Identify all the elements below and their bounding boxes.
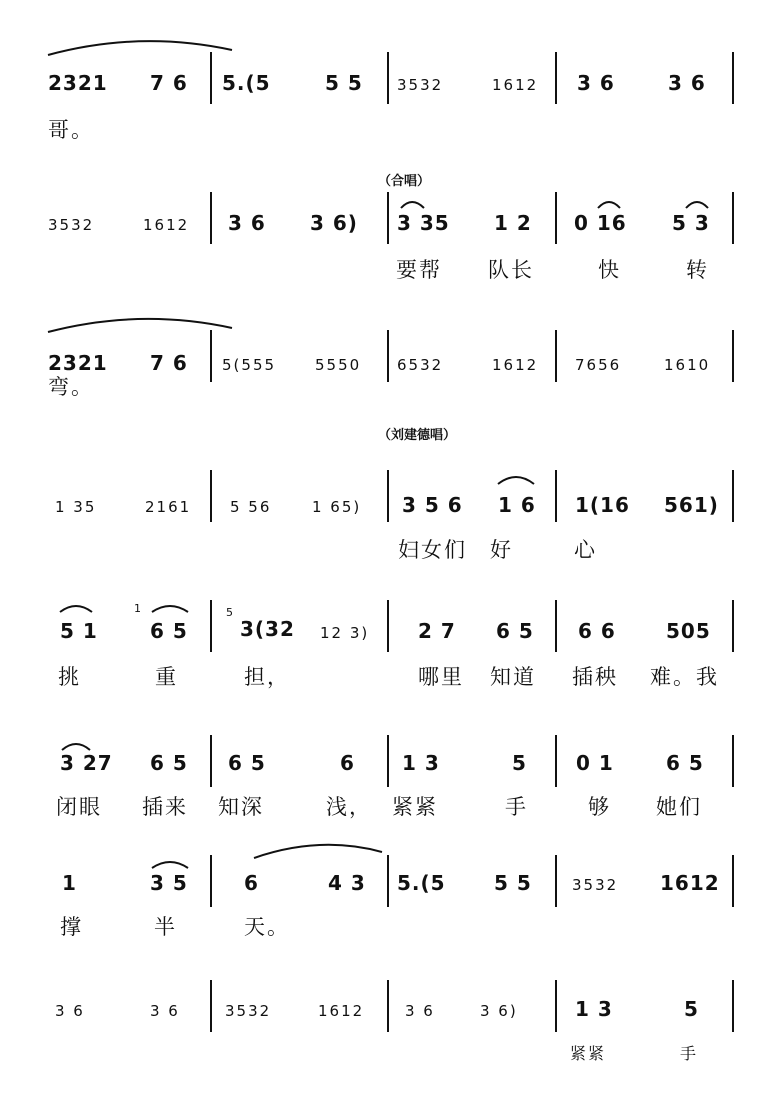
note-group: 6 5 [150, 619, 188, 643]
bar-line [210, 980, 212, 1032]
note-group: 3 27 [60, 751, 113, 775]
lyric: 知深 [218, 795, 264, 819]
note-group: 5.(5 [397, 871, 446, 895]
note-group: 3532 [397, 76, 444, 94]
note-group: 2161 [145, 498, 192, 516]
note-group: 5 [684, 997, 699, 1021]
bar-line [210, 470, 212, 522]
note-group: 1 3 [402, 751, 440, 775]
bar-line [210, 735, 212, 787]
lyric: 手 [680, 1044, 699, 1063]
lyric: 知道 [490, 665, 536, 689]
note-group: 1612 [492, 76, 539, 94]
lyric: 撑 [60, 915, 83, 939]
note-group: 0 1 [576, 751, 614, 775]
bar-line [210, 52, 212, 104]
lyric: 她们 [656, 795, 702, 819]
lyric: 要帮 [396, 258, 442, 282]
note-group: 5 1 [60, 619, 98, 643]
note-group: 7656 [575, 356, 622, 374]
lyric: 队长 [488, 258, 534, 282]
bar-line [732, 980, 734, 1032]
note-group: 4 3 [328, 871, 366, 895]
bar-line [555, 192, 557, 244]
lyric: 手 [505, 795, 528, 819]
note-group: 3 6 [55, 1002, 85, 1020]
bar-line [732, 192, 734, 244]
lyric: 妇女们 [398, 538, 467, 562]
note-group: 2 7 [418, 619, 456, 643]
bar-line [387, 192, 389, 244]
bar-line [732, 470, 734, 522]
bar-line [387, 330, 389, 382]
note-group: 5 3 [672, 211, 710, 235]
bar-line [210, 855, 212, 907]
note-group: 3 5 6 [402, 493, 463, 517]
bar-line [210, 192, 212, 244]
note-group: 2321 [48, 71, 108, 95]
bar-line [732, 52, 734, 104]
bar-line [387, 470, 389, 522]
note-group: 3 6 [577, 71, 615, 95]
note-group: 3 6) [310, 211, 358, 235]
note-group: 1612 [318, 1002, 365, 1020]
note-group: 3 6 [668, 71, 706, 95]
note-group: 3532 [48, 216, 95, 234]
note-group: 3(32 [240, 617, 295, 641]
lyric: 弯。 [48, 375, 94, 399]
note-group: 505 [666, 619, 711, 643]
lyric: 闭眼 [56, 795, 102, 819]
lyric: 转 [686, 258, 709, 282]
bar-line [210, 600, 212, 652]
note-group: 3 35 [397, 211, 450, 235]
note-group: 3532 [572, 876, 619, 894]
bar-line [387, 600, 389, 652]
lyric: 担， [244, 665, 290, 689]
bar-line [732, 600, 734, 652]
bar-line [732, 855, 734, 907]
lyric: 插秧 [572, 665, 618, 689]
lyric: 浅， [326, 795, 372, 819]
note-group: 1612 [143, 216, 190, 234]
lyric: 好 [490, 538, 513, 562]
note-group: 5550 [315, 356, 362, 374]
note-group: 1(16 [575, 493, 630, 517]
bar-line [555, 470, 557, 522]
bar-line [210, 330, 212, 382]
bar-line [555, 980, 557, 1032]
lyric: 重 [155, 665, 178, 689]
note-group: 1612 [492, 356, 539, 374]
note-group: 3 6 [150, 1002, 180, 1020]
note-group: 3 5 [150, 871, 188, 895]
note-group: 5(555 [222, 356, 277, 374]
note-group: 1612 [660, 871, 720, 895]
bar-line [555, 52, 557, 104]
note-group: 6 [244, 871, 259, 895]
grace-note: 5 [226, 606, 235, 619]
note-group: 12 3) [320, 624, 370, 642]
bar-line [387, 980, 389, 1032]
note-group: 561) [664, 493, 719, 517]
bar-line [555, 735, 557, 787]
note-group: 6 6 [578, 619, 616, 643]
note-group: 6532 [397, 356, 444, 374]
note-group: 3 6 [405, 1002, 435, 1020]
note-group: 3 6) [480, 1002, 518, 1020]
lyric: 插来 [142, 795, 188, 819]
note-group: 1 3 [575, 997, 613, 1021]
lyric: 快 [598, 258, 621, 282]
performer-annotation: （合唱） [378, 174, 431, 189]
note-group: 5 56 [230, 498, 272, 516]
note-group: 0 16 [574, 211, 627, 235]
note-group: 1 6 [498, 493, 536, 517]
note-group: 3 6 [228, 211, 266, 235]
note-group: 6 [340, 751, 355, 775]
note-group: 1 35 [55, 498, 97, 516]
note-group: 6 5 [150, 751, 188, 775]
note-group: 1 65) [312, 498, 362, 516]
lyric: 够 [588, 795, 611, 819]
note-group: 5 [512, 751, 527, 775]
lyric: 难。我 [650, 665, 719, 689]
note-group: 6 5 [496, 619, 534, 643]
bar-line [387, 855, 389, 907]
bar-line [387, 735, 389, 787]
note-group: 2321 [48, 351, 108, 375]
note-group: 1 2 [494, 211, 532, 235]
bar-line [732, 330, 734, 382]
lyric: 哥。 [48, 118, 94, 142]
note-group: 5 5 [494, 871, 532, 895]
lyric: 心 [574, 538, 597, 562]
note-group: 7 6 [150, 71, 188, 95]
lyric: 天。 [244, 915, 290, 939]
note-group: 5.(5 [222, 71, 271, 95]
note-group: 7 6 [150, 351, 188, 375]
bar-line [387, 52, 389, 104]
lyric: 紧紧 [570, 1044, 607, 1063]
grace-note: 1 [134, 602, 143, 615]
lyric: 挑 [58, 665, 81, 689]
note-group: 6 5 [228, 751, 266, 775]
bar-line [732, 735, 734, 787]
lyric: 半 [154, 915, 177, 939]
note-group: 6 5 [666, 751, 704, 775]
lyric: 紧紧 [392, 795, 438, 819]
note-group: 1 [62, 871, 77, 895]
note-group: 1610 [664, 356, 711, 374]
note-group: 5 5 [325, 71, 363, 95]
bar-line [555, 600, 557, 652]
bar-line [555, 330, 557, 382]
performer-annotation: （刘建德唱） [378, 428, 457, 443]
note-group: 3532 [225, 1002, 272, 1020]
bar-line [555, 855, 557, 907]
lyric: 哪里 [418, 665, 464, 689]
